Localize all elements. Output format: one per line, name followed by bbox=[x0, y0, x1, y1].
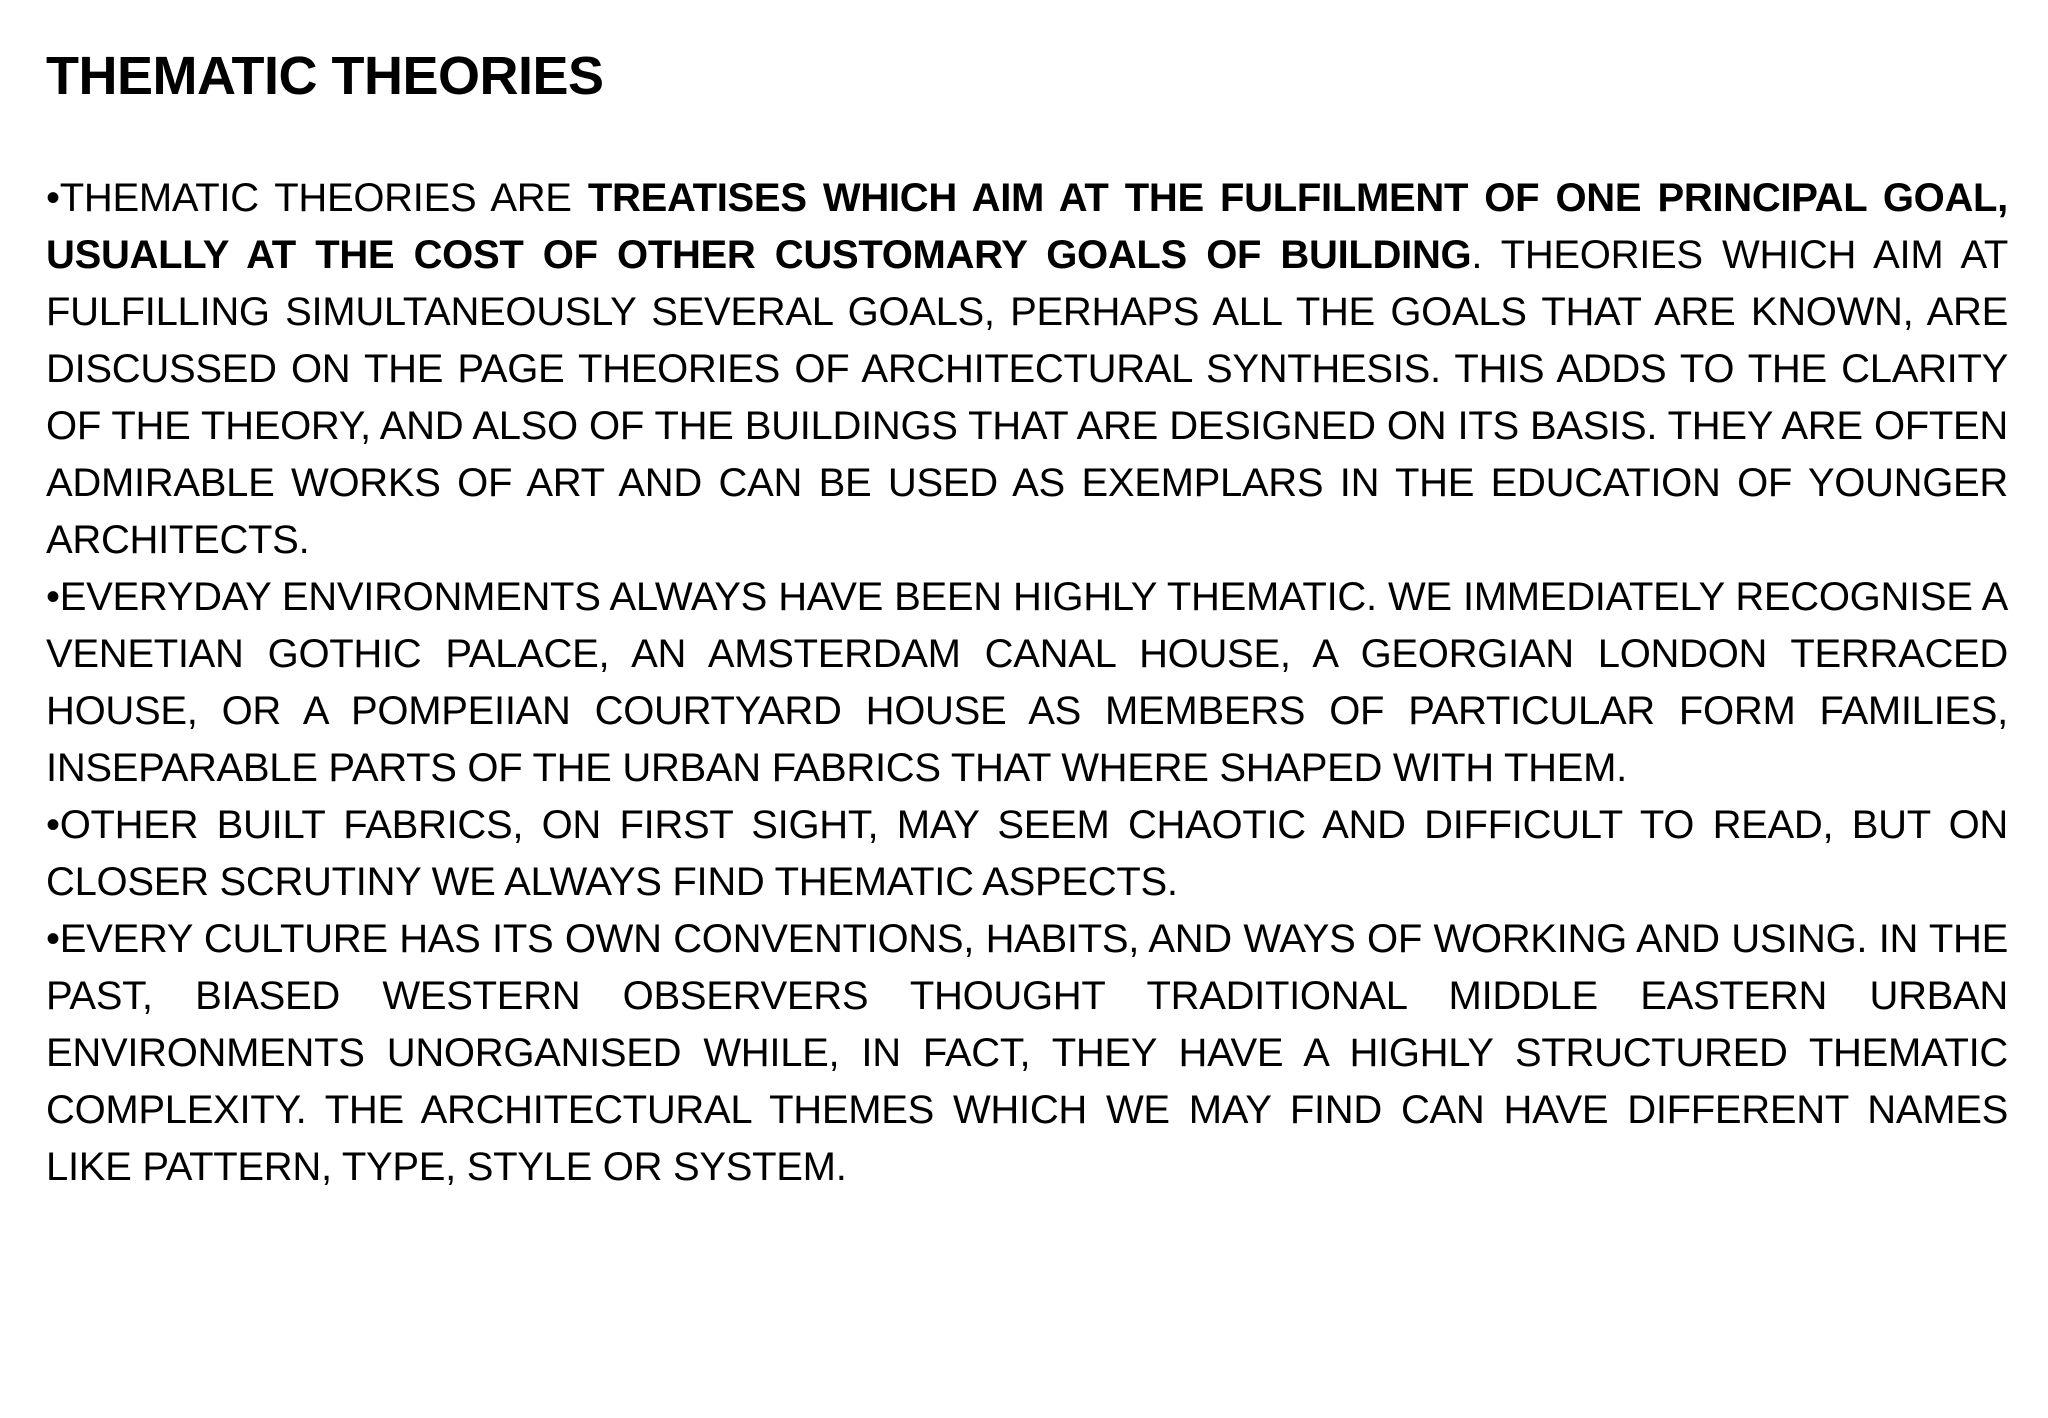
paragraph-bold-text: TREATISES WHICH AIM AT THE FULFILMENT OF ONE PRINCIPAL GOAL, USUALLY AT THE COST OF OTHER CUSTOMARY GOALS OF BUILDING bbox=[46, 176, 2008, 277]
paragraph-rest-text: . THEORIES WHICH AIM AT FULFILLING SIMULTANEOUSLY SEVERAL GOALS, PERHAPS ALL THE GOALS THAT ARE KNOWN, ARE DISCUSSED ON THE PAGE THEORIES OF ARCHITECTURAL SYNTHESIS. THIS ADDS TO THE CLARITY OF THE THEORY, AND ALSO OF THE BUILDINGS THAT ARE DESIGNED ON ITS BASIS. THEY ARE OFTEN ADMIRABLE WORKS OF ART AND CAN BE USED AS EXEMPLARS IN THE EDUCATION OF YOUNGER ARCHITECTS. bbox=[46, 233, 2008, 562]
paragraph-thematic-theories bbox=[46, 170, 2008, 569]
slide bbox=[46, 40, 2008, 1196]
slide-body bbox=[46, 170, 2008, 1196]
paragraph-other-built-fabrics bbox=[46, 797, 2008, 911]
bullet: • bbox=[46, 176, 60, 220]
paragraph-text: OTHER BUILT FABRICS, ON FIRST SIGHT, MAY SEEM CHAOTIC AND DIFFICULT TO READ, BUT ON CLOSER SCRUTINY WE ALWAYS FIND THEMATIC ASPECTS. bbox=[46, 803, 2008, 904]
paragraph-every-culture bbox=[46, 911, 2008, 1196]
paragraph-everyday-environments bbox=[46, 569, 2008, 797]
paragraph-text: EVERYDAY ENVIRONMENTS ALWAYS HAVE BEEN HIGHLY THEMATIC. WE IMMEDIATELY RECOGNISE A VENETIAN GOTHIC PALACE, AN AMSTERDAM CANAL HOUSE, A GEORGIAN LONDON TERRACED HOUSE, OR A POMPEIIAN COURTYARD HOUSE AS MEMBERS OF PARTICULAR FORM FAMILIES, INSEPARABLE PARTS OF THE URBAN FABRICS THAT WHERE SHAPED WITH THEM. bbox=[46, 575, 2008, 790]
bullet: • bbox=[46, 917, 60, 961]
bullet: • bbox=[46, 803, 60, 847]
slide-title: THEMATIC THEORIES bbox=[46, 46, 604, 106]
paragraph-text: EVERY CULTURE HAS ITS OWN CONVENTIONS, HABITS, AND WAYS OF WORKING AND USING. IN THE PAST, BIASED WESTERN OBSERVERS THOUGHT TRADITIONAL MIDDLE EASTERN URBAN ENVIRONMENTS UNORGANISED WHILE, IN FACT, THEY HAVE A HIGHLY STRUCTURED THEMATIC COMPLEXITY. THE ARCHITECTURAL THEMES WHICH WE MAY FIND CAN HAVE DIFFERENT NAMES LIKE PATTERN, TYPE, STYLE OR SYSTEM. bbox=[46, 917, 2008, 1189]
bullet: • bbox=[46, 575, 60, 619]
paragraph-lead-text: THEMATIC THEORIES ARE bbox=[59, 176, 588, 220]
